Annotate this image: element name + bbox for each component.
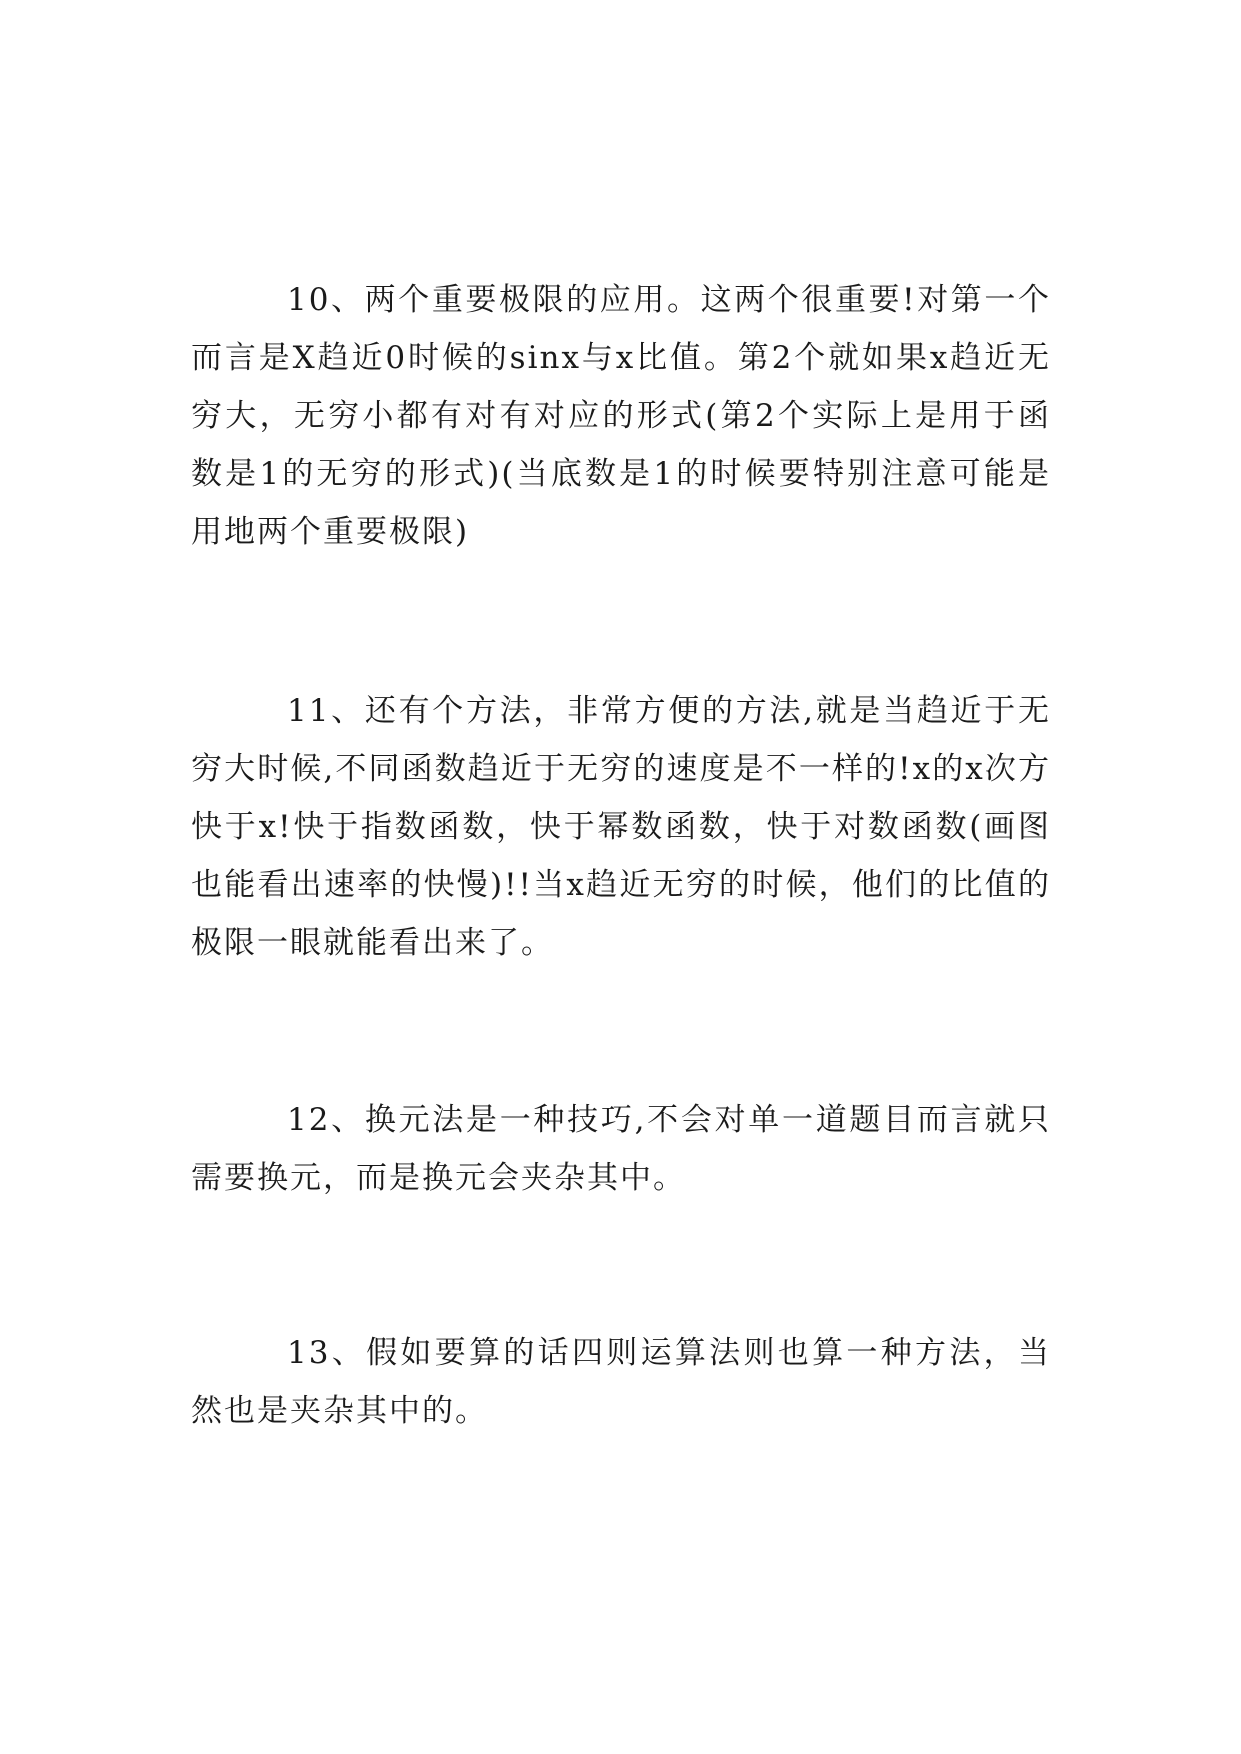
paragraph-12: 12、换元法是一种技巧,不会对单一道题目而言就只需要换元，而是换元会夹杂其中。 [191,1102,1051,1196]
paragraph-11: 11、还有个方法，非常方便的方法,就是当趋近于无穷大时候,不同函数趋近于无穷的速度是不一样的!x的x次方快于x!快于指数函数，快于幂数函数，快于对数函数(画图也能看出速率的快慢)!!当x趋近无穷的时候，他们的比值的极限一眼就能看出来了。 [191,693,1051,961]
paragraph-13: 13、假如要算的话四则运算法则也算一种方法，当然也是夹杂其中的。 [191,1335,1051,1429]
paragraph-10: 10、两个重要极限的应用。这两个很重要!对第一个而言是X趋近0时候的sinx与x比值。第2个就如果x趋近无穷大，无穷小都有对有对应的形式(第2个实际上是用于函数是1的无穷的形式)(当底数是1的时候要特别注意可能是用地两个重要极限) [191,282,1051,550]
